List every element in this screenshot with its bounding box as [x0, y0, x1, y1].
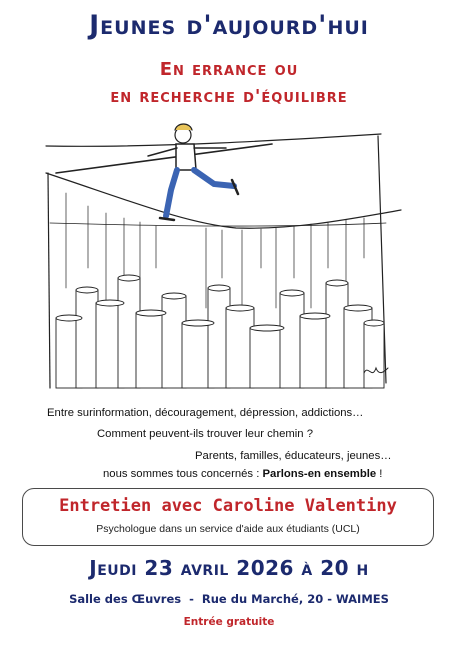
intro-line-4 — [103, 468, 382, 480]
event-title: Entretien avec Caroline Valentiny — [59, 496, 397, 516]
intro-line-4-prefix: nous sommes tous concernés : — [103, 468, 263, 480]
event-venue: Salle des Œuvres - Rue du Marché, 20 - WAIMES — [69, 592, 389, 606]
intro-line-3: Parents, familles, éducateurs, jeunes… — [195, 450, 392, 462]
subtitle-line-1: En errance ou — [159, 59, 299, 80]
intro-line-1: Entre surinformation, découragement, dépression, addictions… — [47, 407, 364, 419]
page-title: Jeunes d'aujourd'hui — [89, 10, 369, 41]
intro-line-2: Comment peuvent-ils trouver leur chemin ? — [97, 428, 313, 440]
event-speaker-role: Psychologue dans un service d'aide aux étudiants (UCL) — [96, 523, 360, 535]
entry-fee: Entrée gratuite — [183, 616, 275, 628]
event-date: Jeudi 23 avril 2026 à 20 h — [89, 556, 369, 580]
intro-line-4-bold: Parlons-en ensemble — [262, 468, 377, 480]
intro-line-4-suffix: ! — [376, 468, 383, 480]
tightrope-walker-illustration — [36, 118, 416, 398]
subtitle-line-2: en recherche d'équilibre — [110, 86, 348, 107]
